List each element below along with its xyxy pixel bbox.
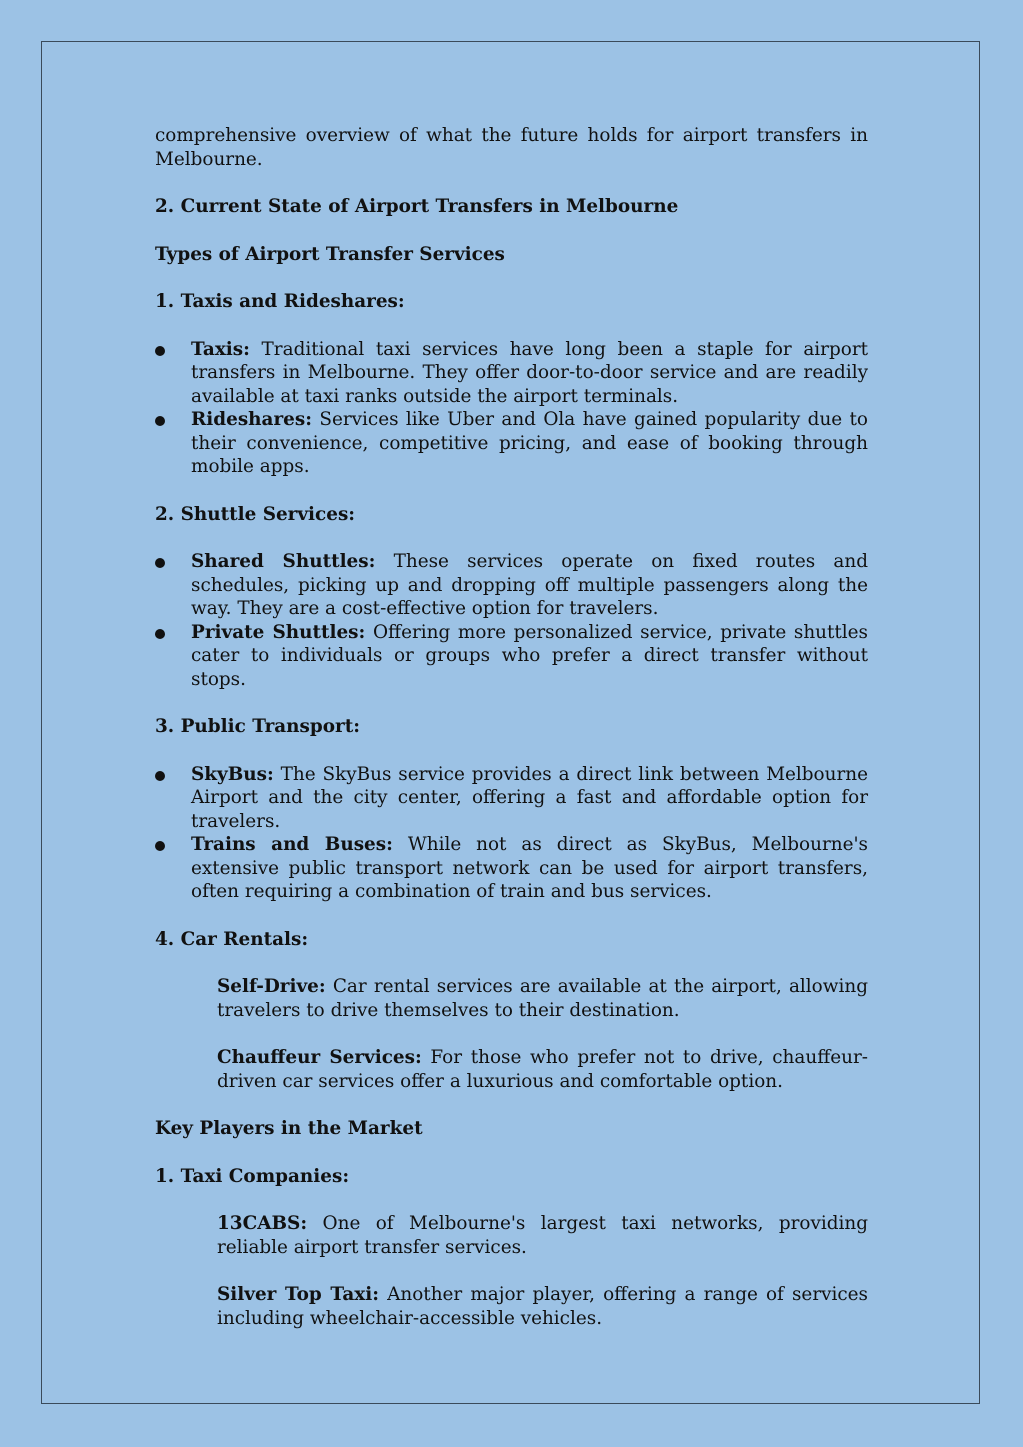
group-heading-taxi-companies: 1. Taxi Companies: <box>155 1165 350 1187</box>
indented-item <box>155 975 868 1022</box>
list-item <box>155 338 868 409</box>
bullet-dot-icon <box>155 841 165 851</box>
document-content <box>155 124 868 1330</box>
item-term: Private Shuttles: <box>191 621 366 643</box>
item-text: Another major player, offering a range of services including wheelchair-accessible vehicles. <box>217 1284 868 1329</box>
item-term: SkyBus: <box>191 763 274 785</box>
indented-item <box>155 1046 868 1093</box>
list-item <box>155 621 868 692</box>
group-heading-shuttle-services: 2. Shuttle Services: <box>155 503 356 525</box>
item-term: Shared Shuttles: <box>191 551 376 572</box>
bullet-list-public-transport <box>155 763 868 904</box>
bullet-list-taxis-rideshares <box>155 338 868 479</box>
list-item <box>155 763 868 834</box>
section-heading: 2. Current State of Airport Transfers in Melbourne <box>155 196 679 217</box>
item-text: While not as direct as SkyBus, Melbourne's extensive public transport network can be used for airport transfers, often requiring a combination of train and bus services. <box>191 834 868 902</box>
indented-item <box>155 1283 868 1330</box>
item-term: Chauffeur Services: <box>217 1047 422 1068</box>
item-term: Trains and Buses: <box>191 834 393 855</box>
bullet-dot-icon <box>155 346 165 356</box>
intro-paragraph: comprehensive overview of what the future holds for airport transfers in Melbourne. <box>155 125 868 170</box>
group-heading-public-transport: 3. Public Transport: <box>155 716 361 737</box>
item-term: 13CABS: <box>217 1213 308 1234</box>
item-term: Self-Drive: <box>217 976 326 997</box>
subsection-heading-types: Types of Airport Transfer Services <box>155 243 505 265</box>
list-item <box>155 408 868 479</box>
item-text: Car rental services are available at the airport, allowing travelers to drive themselves to their destination. <box>217 976 868 1021</box>
bullet-dot-icon <box>155 629 165 639</box>
bullet-list-shuttle-services <box>155 550 868 691</box>
item-term: Rideshares: <box>191 409 313 430</box>
item-term: Silver Top Taxi: <box>217 1284 379 1305</box>
subsection-heading-key-players: Key Players in the Market <box>155 1118 423 1139</box>
item-term: Taxis: <box>191 338 250 360</box>
item-text: One of Melbourne's largest taxi networks, providing reliable airport transfer services. <box>217 1213 868 1258</box>
list-item <box>155 833 868 904</box>
list-item <box>155 550 868 621</box>
item-text: Offering more personalized service, private shuttles cater to individuals or groups who prefer a direct transfer without stops. <box>191 621 868 690</box>
indented-item <box>155 1212 868 1259</box>
bullet-dot-icon <box>155 558 165 568</box>
bullet-dot-icon <box>155 416 165 426</box>
item-text: Traditional taxi services have long been a staple for airport transfers in Melbourne. They offer door-to-door service and are readily available at taxi ranks outside the airport terminals. <box>191 338 868 407</box>
bullet-dot-icon <box>155 771 165 781</box>
item-text: For those who prefer not to drive, chauffeur-driven car services offer a luxurious and comfortable option. <box>217 1047 868 1092</box>
group-heading-taxis-rideshares: 1. Taxis and Rideshares: <box>155 291 405 312</box>
item-text: Services like Uber and Ola have gained popularity due to their convenience, competitive pricing, and ease of booking through mobile apps. <box>191 409 868 477</box>
group-heading-car-rentals: 4. Car Rentals: <box>155 928 309 950</box>
item-text: These services operate on fixed routes and schedules, picking up and dropping off multiple passengers along the way. They are a cost-effective option for travelers. <box>191 551 868 619</box>
item-text: The SkyBus service provides a direct link between Melbourne Airport and the city center, offering a fast and affordable option for travelers. <box>191 763 868 832</box>
